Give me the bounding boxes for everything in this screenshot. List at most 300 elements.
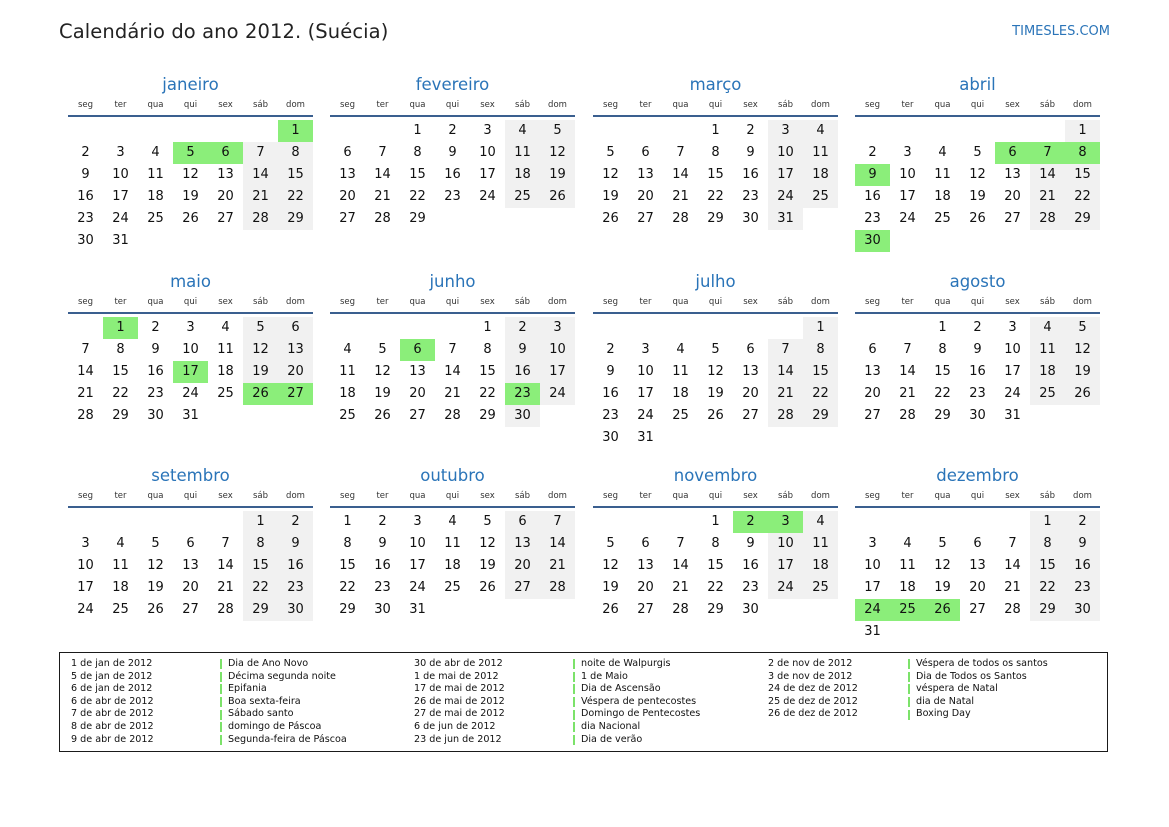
day-cell[interactable]: 5 [606, 145, 615, 160]
day-cell[interactable]: 2 [606, 342, 615, 357]
day-cell[interactable]: 10 [182, 342, 199, 357]
day-cell[interactable]: 6 [641, 536, 650, 551]
day-cell[interactable]: 30 [374, 602, 391, 617]
day-cell[interactable]: 1 [413, 123, 422, 138]
holiday-day-cell[interactable]: 5 [173, 142, 208, 164]
day-cell[interactable]: 3 [81, 536, 90, 551]
day-cell[interactable]: 18 [505, 164, 540, 186]
holiday-day-cell[interactable]: 17 [173, 361, 208, 383]
day-cell[interactable]: 15 [707, 558, 724, 573]
day-cell[interactable]: 28 [217, 602, 234, 617]
day-cell[interactable]: 28 [1004, 602, 1021, 617]
day-cell[interactable]: 10 [899, 167, 916, 182]
day-cell[interactable]: 25 [803, 577, 838, 599]
day-cell[interactable]: 16 [742, 167, 759, 182]
day-cell[interactable]: 16 [374, 558, 391, 573]
day-cell[interactable]: 8 [803, 339, 838, 361]
day-cell[interactable]: 12 [374, 364, 391, 379]
day-cell[interactable]: 25 [444, 580, 461, 595]
day-cell[interactable]: 14 [899, 364, 916, 379]
day-cell[interactable]: 18 [1030, 361, 1065, 383]
day-cell[interactable]: 24 [540, 383, 575, 405]
day-cell[interactable]: 18 [217, 364, 234, 379]
day-cell[interactable]: 20 [217, 189, 234, 204]
day-cell[interactable]: 1 [938, 320, 947, 335]
day-cell[interactable]: 3 [483, 123, 492, 138]
holiday-day-cell[interactable]: 8 [1065, 142, 1100, 164]
day-cell[interactable]: 13 [409, 364, 426, 379]
day-cell[interactable]: 28 [374, 211, 391, 226]
day-cell[interactable]: 1 [711, 123, 720, 138]
day-cell[interactable]: 7 [903, 342, 912, 357]
day-cell[interactable]: 5 [378, 342, 387, 357]
day-cell[interactable]: 15 [278, 164, 313, 186]
day-cell[interactable]: 12 [969, 167, 986, 182]
day-cell[interactable]: 18 [672, 386, 689, 401]
day-cell[interactable]: 21 [77, 386, 94, 401]
holiday-day-cell[interactable]: 6 [208, 142, 243, 164]
day-cell[interactable]: 11 [672, 364, 689, 379]
day-cell[interactable]: 19 [602, 189, 619, 204]
day-cell[interactable]: 5 [973, 145, 982, 160]
day-cell[interactable]: 16 [278, 555, 313, 577]
day-cell[interactable]: 28 [768, 405, 803, 427]
day-cell[interactable]: 27 [217, 211, 234, 226]
day-cell[interactable]: 1 [343, 514, 352, 529]
day-cell[interactable]: 21 [672, 580, 689, 595]
day-cell[interactable]: 28 [672, 602, 689, 617]
day-cell[interactable]: 20 [637, 189, 654, 204]
day-cell[interactable]: 13 [217, 167, 234, 182]
day-cell[interactable]: 8 [278, 142, 313, 164]
day-cell[interactable]: 2 [746, 123, 755, 138]
day-cell[interactable]: 12 [147, 558, 164, 573]
day-cell[interactable]: 25 [505, 186, 540, 208]
holiday-day-cell[interactable]: 23 [505, 383, 540, 405]
day-cell[interactable]: 23 [1065, 577, 1100, 599]
day-cell[interactable]: 25 [1030, 383, 1065, 405]
day-cell[interactable]: 4 [448, 514, 457, 529]
day-cell[interactable]: 6 [973, 536, 982, 551]
day-cell[interactable]: 31 [864, 624, 881, 639]
day-cell[interactable]: 28 [243, 208, 278, 230]
day-cell[interactable]: 21 [899, 386, 916, 401]
day-cell[interactable]: 11 [505, 142, 540, 164]
day-cell[interactable]: 9 [505, 339, 540, 361]
day-cell[interactable]: 27 [637, 211, 654, 226]
day-cell[interactable]: 26 [602, 602, 619, 617]
day-cell[interactable]: 9 [973, 342, 982, 357]
day-cell[interactable]: 7 [243, 142, 278, 164]
day-cell[interactable]: 3 [868, 536, 877, 551]
day-cell[interactable]: 2 [505, 317, 540, 339]
day-cell[interactable]: 11 [899, 558, 916, 573]
day-cell[interactable]: 1 [1030, 511, 1065, 533]
day-cell[interactable]: 13 [278, 339, 313, 361]
day-cell[interactable]: 18 [112, 580, 129, 595]
day-cell[interactable]: 26 [969, 211, 986, 226]
day-cell[interactable]: 13 [637, 167, 654, 182]
day-cell[interactable]: 14 [672, 167, 689, 182]
day-cell[interactable]: 26 [707, 408, 724, 423]
day-cell[interactable]: 26 [374, 408, 391, 423]
day-cell[interactable]: 30 [1065, 599, 1100, 621]
day-cell[interactable]: 31 [1004, 408, 1021, 423]
day-cell[interactable]: 22 [1030, 577, 1065, 599]
day-cell[interactable]: 29 [409, 211, 426, 226]
day-cell[interactable]: 8 [1030, 533, 1065, 555]
day-cell[interactable]: 20 [637, 580, 654, 595]
day-cell[interactable]: 1 [1065, 120, 1100, 142]
day-cell[interactable]: 5 [540, 120, 575, 142]
day-cell[interactable]: 31 [112, 233, 129, 248]
day-cell[interactable]: 4 [505, 120, 540, 142]
day-cell[interactable]: 30 [147, 408, 164, 423]
day-cell[interactable]: 4 [903, 536, 912, 551]
day-cell[interactable]: 2 [448, 123, 457, 138]
holiday-day-cell[interactable]: 7 [1030, 142, 1065, 164]
day-cell[interactable]: 22 [112, 386, 129, 401]
day-cell[interactable]: 25 [217, 386, 234, 401]
day-cell[interactable]: 5 [483, 514, 492, 529]
day-cell[interactable]: 1 [711, 514, 720, 529]
day-cell[interactable]: 9 [278, 533, 313, 555]
day-cell[interactable]: 10 [1004, 342, 1021, 357]
day-cell[interactable]: 19 [969, 189, 986, 204]
day-cell[interactable]: 27 [742, 408, 759, 423]
day-cell[interactable]: 2 [868, 145, 877, 160]
day-cell[interactable]: 30 [742, 211, 759, 226]
holiday-day-cell[interactable]: 3 [768, 511, 803, 533]
day-cell[interactable]: 8 [711, 145, 720, 160]
day-cell[interactable]: 21 [217, 580, 234, 595]
day-cell[interactable]: 8 [711, 536, 720, 551]
holiday-day-cell[interactable]: 24 [855, 599, 890, 621]
day-cell[interactable]: 21 [540, 555, 575, 577]
day-cell[interactable]: 12 [602, 558, 619, 573]
day-cell[interactable]: 5 [606, 536, 615, 551]
day-cell[interactable]: 25 [147, 211, 164, 226]
day-cell[interactable]: 24 [112, 211, 129, 226]
day-cell[interactable]: 6 [505, 511, 540, 533]
day-cell[interactable]: 6 [641, 145, 650, 160]
day-cell[interactable]: 21 [444, 386, 461, 401]
day-cell[interactable]: 29 [243, 599, 278, 621]
day-cell[interactable]: 8 [483, 342, 492, 357]
day-cell[interactable]: 30 [969, 408, 986, 423]
day-cell[interactable]: 11 [339, 364, 356, 379]
day-cell[interactable]: 22 [707, 580, 724, 595]
day-cell[interactable]: 12 [243, 339, 278, 361]
day-cell[interactable]: 12 [540, 142, 575, 164]
day-cell[interactable]: 10 [409, 536, 426, 551]
day-cell[interactable]: 12 [182, 167, 199, 182]
day-cell[interactable]: 14 [77, 364, 94, 379]
day-cell[interactable]: 21 [1004, 580, 1021, 595]
day-cell[interactable]: 29 [479, 408, 496, 423]
day-cell[interactable]: 15 [803, 361, 838, 383]
day-cell[interactable]: 15 [112, 364, 129, 379]
day-cell[interactable]: 23 [278, 577, 313, 599]
day-cell[interactable]: 2 [378, 514, 387, 529]
day-cell[interactable]: 23 [374, 580, 391, 595]
day-cell[interactable]: 26 [1065, 383, 1100, 405]
day-cell[interactable]: 23 [602, 408, 619, 423]
day-cell[interactable]: 16 [147, 364, 164, 379]
day-cell[interactable]: 4 [938, 145, 947, 160]
day-cell[interactable]: 25 [672, 408, 689, 423]
day-cell[interactable]: 7 [768, 339, 803, 361]
day-cell[interactable]: 4 [1030, 317, 1065, 339]
day-cell[interactable]: 14 [243, 164, 278, 186]
day-cell[interactable]: 27 [637, 602, 654, 617]
day-cell[interactable]: 10 [768, 142, 803, 164]
day-cell[interactable]: 8 [343, 536, 352, 551]
day-cell[interactable]: 30 [278, 599, 313, 621]
day-cell[interactable]: 29 [1030, 599, 1065, 621]
day-cell[interactable]: 25 [112, 602, 129, 617]
day-cell[interactable]: 15 [479, 364, 496, 379]
day-cell[interactable]: 7 [448, 342, 457, 357]
day-cell[interactable]: 19 [540, 164, 575, 186]
day-cell[interactable]: 13 [742, 364, 759, 379]
day-cell[interactable]: 3 [768, 120, 803, 142]
day-cell[interactable]: 19 [182, 189, 199, 204]
day-cell[interactable]: 22 [409, 189, 426, 204]
day-cell[interactable]: 3 [116, 145, 125, 160]
day-cell[interactable]: 13 [637, 558, 654, 573]
day-cell[interactable]: 2 [278, 511, 313, 533]
day-cell[interactable]: 29 [278, 208, 313, 230]
day-cell[interactable]: 5 [711, 342, 720, 357]
day-cell[interactable]: 24 [479, 189, 496, 204]
day-cell[interactable]: 30 [742, 602, 759, 617]
day-cell[interactable]: 29 [707, 211, 724, 226]
day-cell[interactable]: 13 [864, 364, 881, 379]
day-cell[interactable]: 8 [243, 533, 278, 555]
day-cell[interactable]: 31 [768, 208, 803, 230]
day-cell[interactable]: 23 [444, 189, 461, 204]
day-cell[interactable]: 21 [243, 186, 278, 208]
day-cell[interactable]: 22 [243, 577, 278, 599]
day-cell[interactable]: 16 [505, 361, 540, 383]
day-cell[interactable]: 10 [637, 364, 654, 379]
day-cell[interactable]: 16 [864, 189, 881, 204]
day-cell[interactable]: 15 [707, 167, 724, 182]
day-cell[interactable]: 27 [339, 211, 356, 226]
holiday-day-cell[interactable]: 26 [243, 383, 278, 405]
day-cell[interactable]: 28 [444, 408, 461, 423]
day-cell[interactable]: 20 [864, 386, 881, 401]
day-cell[interactable]: 14 [768, 361, 803, 383]
day-cell[interactable]: 29 [1065, 208, 1100, 230]
day-cell[interactable]: 31 [409, 602, 426, 617]
day-cell[interactable]: 14 [672, 558, 689, 573]
day-cell[interactable]: 26 [540, 186, 575, 208]
day-cell[interactable]: 8 [938, 342, 947, 357]
day-cell[interactable]: 11 [803, 533, 838, 555]
day-cell[interactable]: 22 [339, 580, 356, 595]
day-cell[interactable]: 15 [1030, 555, 1065, 577]
day-cell[interactable]: 25 [339, 408, 356, 423]
day-cell[interactable]: 21 [374, 189, 391, 204]
day-cell[interactable]: 2 [1065, 511, 1100, 533]
day-cell[interactable]: 24 [182, 386, 199, 401]
day-cell[interactable]: 3 [413, 514, 422, 529]
day-cell[interactable]: 10 [479, 145, 496, 160]
day-cell[interactable]: 6 [186, 536, 195, 551]
day-cell[interactable]: 29 [934, 408, 951, 423]
day-cell[interactable]: 14 [217, 558, 234, 573]
day-cell[interactable]: 24 [1004, 386, 1021, 401]
day-cell[interactable]: 23 [864, 211, 881, 226]
day-cell[interactable]: 17 [77, 580, 94, 595]
day-cell[interactable]: 24 [768, 186, 803, 208]
day-cell[interactable]: 15 [409, 167, 426, 182]
site-link[interactable]: TIMESLES.COM [1012, 24, 1110, 39]
day-cell[interactable]: 20 [742, 386, 759, 401]
day-cell[interactable]: 24 [637, 408, 654, 423]
day-cell[interactable]: 24 [409, 580, 426, 595]
day-cell[interactable]: 21 [1030, 186, 1065, 208]
day-cell[interactable]: 29 [707, 602, 724, 617]
day-cell[interactable]: 14 [444, 364, 461, 379]
day-cell[interactable]: 4 [343, 342, 352, 357]
day-cell[interactable]: 12 [602, 167, 619, 182]
day-cell[interactable]: 20 [409, 386, 426, 401]
day-cell[interactable]: 19 [707, 386, 724, 401]
day-cell[interactable]: 21 [768, 383, 803, 405]
day-cell[interactable]: 5 [151, 536, 160, 551]
day-cell[interactable]: 27 [182, 602, 199, 617]
day-cell[interactable]: 16 [444, 167, 461, 182]
day-cell[interactable]: 16 [602, 386, 619, 401]
day-cell[interactable]: 21 [672, 189, 689, 204]
day-cell[interactable]: 19 [479, 558, 496, 573]
day-cell[interactable]: 13 [505, 533, 540, 555]
day-cell[interactable]: 6 [278, 317, 313, 339]
day-cell[interactable]: 11 [1030, 339, 1065, 361]
holiday-day-cell[interactable]: 1 [278, 120, 313, 142]
holiday-day-cell[interactable]: 6 [400, 339, 435, 361]
day-cell[interactable]: 18 [339, 386, 356, 401]
day-cell[interactable]: 7 [676, 145, 685, 160]
day-cell[interactable]: 28 [77, 408, 94, 423]
day-cell[interactable]: 27 [505, 577, 540, 599]
day-cell[interactable]: 10 [540, 339, 575, 361]
day-cell[interactable]: 29 [803, 405, 838, 427]
day-cell[interactable]: 12 [707, 364, 724, 379]
holiday-day-cell[interactable]: 25 [890, 599, 925, 621]
day-cell[interactable]: 24 [768, 577, 803, 599]
day-cell[interactable]: 16 [969, 364, 986, 379]
day-cell[interactable]: 5 [243, 317, 278, 339]
day-cell[interactable]: 12 [1065, 339, 1100, 361]
day-cell[interactable]: 20 [339, 189, 356, 204]
day-cell[interactable]: 23 [742, 189, 759, 204]
day-cell[interactable]: 1 [483, 320, 492, 335]
day-cell[interactable]: 26 [182, 211, 199, 226]
day-cell[interactable]: 3 [540, 317, 575, 339]
day-cell[interactable]: 7 [1008, 536, 1017, 551]
day-cell[interactable]: 7 [81, 342, 90, 357]
day-cell[interactable]: 12 [934, 558, 951, 573]
day-cell[interactable]: 3 [1008, 320, 1017, 335]
day-cell[interactable]: 22 [803, 383, 838, 405]
day-cell[interactable]: 9 [378, 536, 387, 551]
day-cell[interactable]: 17 [409, 558, 426, 573]
day-cell[interactable]: 15 [934, 364, 951, 379]
day-cell[interactable]: 13 [1004, 167, 1021, 182]
day-cell[interactable]: 30 [77, 233, 94, 248]
day-cell[interactable]: 1 [243, 511, 278, 533]
day-cell[interactable]: 10 [77, 558, 94, 573]
day-cell[interactable]: 18 [934, 189, 951, 204]
holiday-day-cell[interactable]: 9 [855, 164, 890, 186]
day-cell[interactable]: 15 [1065, 164, 1100, 186]
day-cell[interactable]: 15 [339, 558, 356, 573]
day-cell[interactable]: 28 [899, 408, 916, 423]
day-cell[interactable]: 10 [864, 558, 881, 573]
day-cell[interactable]: 13 [969, 558, 986, 573]
day-cell[interactable]: 4 [116, 536, 125, 551]
day-cell[interactable]: 17 [899, 189, 916, 204]
day-cell[interactable]: 22 [934, 386, 951, 401]
day-cell[interactable]: 14 [374, 167, 391, 182]
day-cell[interactable]: 22 [479, 386, 496, 401]
day-cell[interactable]: 7 [378, 145, 387, 160]
day-cell[interactable]: 14 [1030, 164, 1065, 186]
day-cell[interactable]: 13 [182, 558, 199, 573]
day-cell[interactable]: 26 [479, 580, 496, 595]
day-cell[interactable]: 19 [602, 580, 619, 595]
day-cell[interactable]: 3 [641, 342, 650, 357]
day-cell[interactable]: 22 [707, 189, 724, 204]
day-cell[interactable]: 17 [864, 580, 881, 595]
day-cell[interactable]: 9 [81, 167, 90, 182]
holiday-day-cell[interactable]: 27 [278, 383, 313, 405]
day-cell[interactable]: 29 [112, 408, 129, 423]
day-cell[interactable]: 24 [77, 602, 94, 617]
day-cell[interactable]: 6 [343, 145, 352, 160]
day-cell[interactable]: 20 [969, 580, 986, 595]
day-cell[interactable]: 19 [934, 580, 951, 595]
day-cell[interactable]: 17 [1004, 364, 1021, 379]
holiday-day-cell[interactable]: 30 [855, 230, 890, 252]
day-cell[interactable]: 9 [151, 342, 160, 357]
day-cell[interactable]: 20 [182, 580, 199, 595]
day-cell[interactable]: 4 [151, 145, 160, 160]
day-cell[interactable]: 28 [672, 211, 689, 226]
holiday-day-cell[interactable]: 26 [925, 599, 960, 621]
day-cell[interactable]: 14 [540, 533, 575, 555]
day-cell[interactable]: 22 [1065, 186, 1100, 208]
day-cell[interactable]: 25 [934, 211, 951, 226]
day-cell[interactable]: 1 [803, 317, 838, 339]
day-cell[interactable]: 10 [112, 167, 129, 182]
day-cell[interactable]: 22 [278, 186, 313, 208]
day-cell[interactable]: 17 [768, 164, 803, 186]
holiday-day-cell[interactable]: 2 [733, 511, 768, 533]
day-cell[interactable]: 29 [339, 602, 356, 617]
day-cell[interactable]: 26 [602, 211, 619, 226]
day-cell[interactable]: 27 [1004, 211, 1021, 226]
day-cell[interactable]: 31 [637, 430, 654, 445]
day-cell[interactable]: 17 [479, 167, 496, 182]
day-cell[interactable]: 3 [186, 320, 195, 335]
day-cell[interactable]: 11 [803, 142, 838, 164]
day-cell[interactable]: 19 [243, 361, 278, 383]
